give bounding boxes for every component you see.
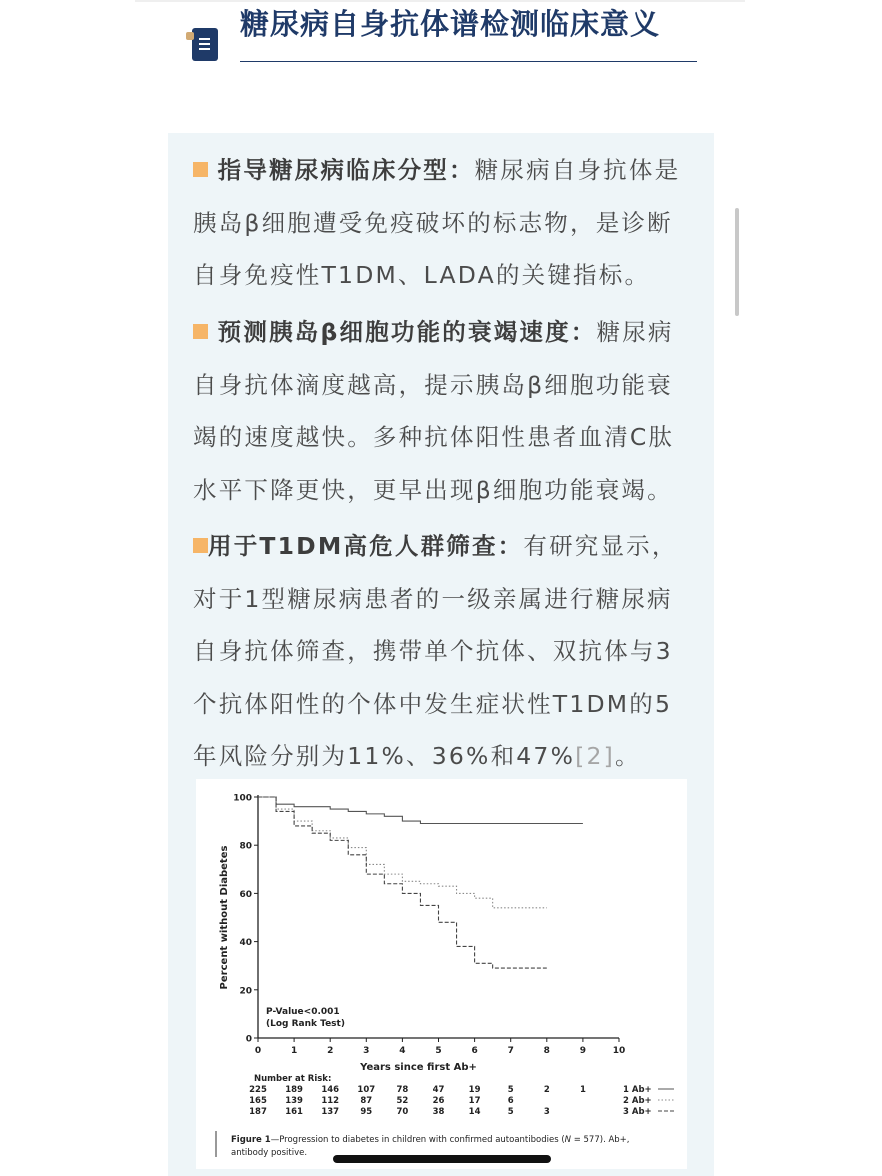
risk-table-cell: 26 [432,1096,445,1106]
section-heading: 指导糖尿病临床分型： [217,156,475,184]
figure-caption: Figure 1—Progression to diabetes in children with confirmed autoantibodies (N = 577). Ab+, [231,1135,630,1145]
y-tick-label: 40 [239,938,252,949]
risk-table-cell: 139 [285,1096,303,1106]
risk-table-cell: 78 [396,1085,409,1095]
risk-table-cell: 137 [321,1107,340,1117]
risk-table-cell: 6 [507,1096,514,1106]
risk-table-cell: 189 [285,1085,303,1095]
section-body: 糖尿病自身抗体滴度越高，提示胰岛β细胞功能衰竭的速度越快。多种抗体阳性患者血清C肽水平下降更快，更早出现β细胞功能衰竭。 [193,318,675,504]
document-icon [192,28,218,61]
y-tick-label: 100 [233,793,252,804]
risk-table-cell: 107 [357,1085,376,1095]
risk-table-cell: 1 [579,1085,586,1095]
y-tick-label: 0 [245,1034,252,1045]
x-tick-label: 1 [290,1046,298,1056]
section-clinical-typing [193,144,693,302]
y-tick-label: 60 [239,889,252,900]
reference-link[interactable]: [2] [575,742,615,770]
legend-label: 1 Ab+ [623,1085,652,1095]
title-underline [240,61,697,62]
risk-table-cell: 14 [468,1107,481,1117]
risk-table-cell: 2 [543,1085,550,1095]
risk-table-cell: 5 [507,1085,514,1095]
series-line-1ab [258,797,583,824]
x-tick-label: 0 [254,1046,262,1056]
x-tick-label: 10 [612,1046,626,1056]
risk-table-cell: 19 [468,1085,481,1095]
risk-table-cell: 161 [285,1107,303,1117]
sentence-end: 。 [615,742,641,770]
legend-label: 3 Ab+ [623,1107,652,1117]
risk-table-cell: 187 [249,1107,267,1117]
legend-label: 2 Ab+ [623,1096,652,1106]
risk-table-cell: 47 [432,1085,445,1095]
risk-table-cell: 112 [321,1096,340,1106]
section-beta-cell-prediction [193,306,693,516]
section-heading: 用于T1DM高危人群筛查： [208,532,524,560]
risk-table-cell: 70 [396,1107,409,1117]
x-tick-label: 8 [543,1046,550,1056]
risk-table-cell: 38 [432,1107,445,1117]
x-tick-label: 5 [435,1046,442,1056]
section-body: 有研究显示，对于1型糖尿病患者的一级亲属进行糖尿病自身抗体筛查，携带单个抗体、双抗体与3个抗体阳性的个体中发生症状性T1DM的5年风险分别为11%、36%和47% [193,532,678,770]
p-value-annotation: P-Value<0.001 [266,1006,340,1017]
p-value-annotation: (Log Rank Test) [266,1018,345,1029]
series-line-3ab [258,797,547,968]
y-axis-label: Percent without Diabetes [219,845,230,990]
home-indicator[interactable] [333,1155,551,1163]
risk-table-cell: 95 [360,1107,373,1117]
bullet-icon [193,324,208,339]
bullet-icon [193,538,208,553]
x-tick-label: 3 [363,1046,370,1056]
section-screening [193,520,693,783]
risk-table-cell: 146 [321,1085,340,1095]
y-tick-label: 80 [239,841,252,852]
y-tick-label: 20 [239,986,252,997]
risk-table-cell: 52 [396,1096,409,1106]
x-tick-label: 4 [399,1046,406,1056]
survival-chart [196,779,687,1169]
bullet-icon [193,162,208,177]
x-tick-label: 9 [579,1046,587,1056]
risk-table-cell: 5 [507,1107,514,1117]
risk-table-cell: 3 [543,1107,550,1117]
figure-caption-line2: antibody positive. [231,1148,308,1158]
series-line-2ab [258,797,547,908]
survival-figure [196,779,687,1169]
risk-table-cell: 225 [249,1085,267,1095]
risk-table-cell: 17 [468,1096,481,1106]
risk-table-title: Number at Risk: [254,1074,332,1084]
page-title: 糖尿病自身抗体谱检测临床意义 [240,7,661,41]
x-tick-label: 7 [507,1046,514,1056]
section-heading: 预测胰岛β细胞功能的衰竭速度： [217,318,597,346]
risk-table-cell: 165 [249,1096,267,1106]
section-body: 糖尿病自身抗体是胰岛β细胞遭受免疫破坏的标志物，是诊断自身免疫性T1DM、LADA的关键指标。 [193,156,681,289]
risk-table-cell: 87 [360,1096,373,1106]
scrollbar[interactable] [735,208,739,316]
x-tick-label: 6 [471,1046,478,1056]
x-axis-label: Years since first Ab+ [360,1062,477,1073]
x-tick-label: 2 [327,1046,334,1056]
